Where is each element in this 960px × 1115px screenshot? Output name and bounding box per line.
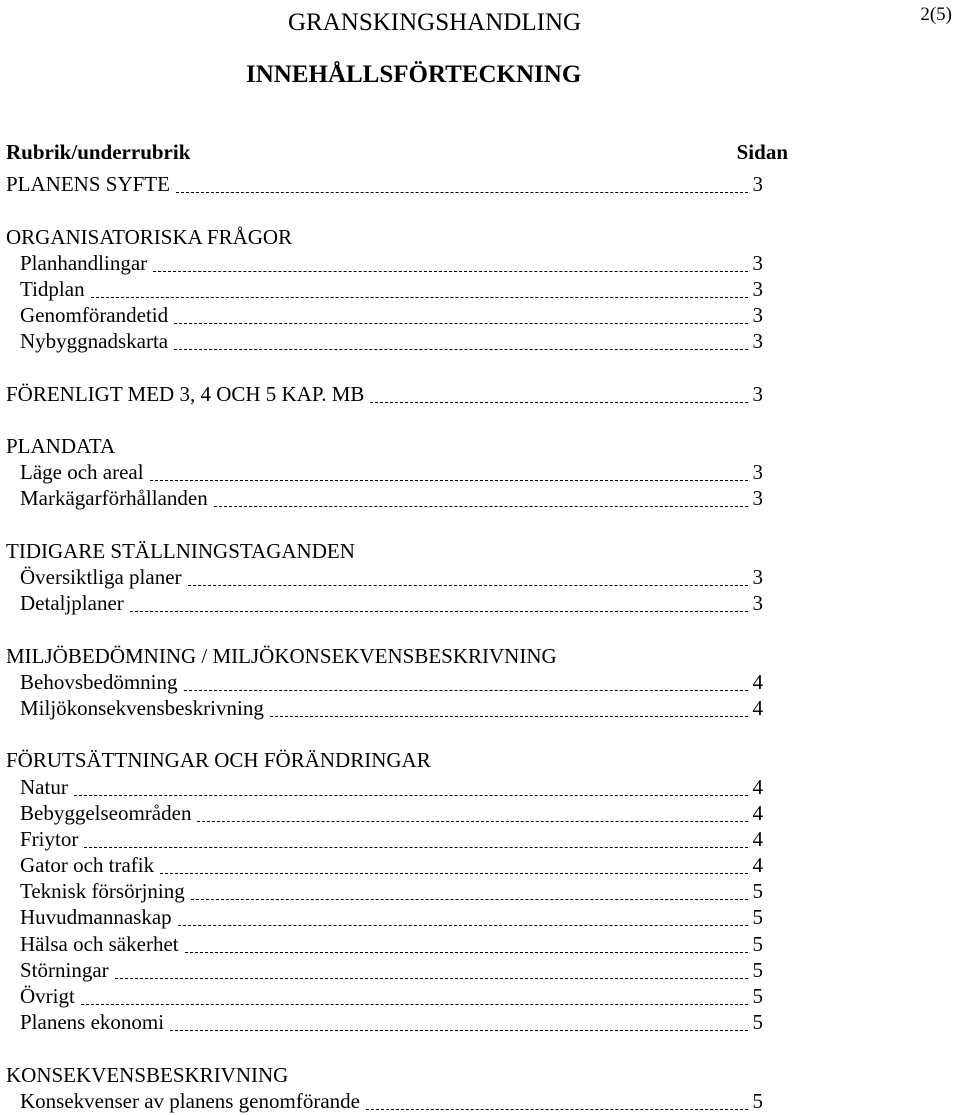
toc-entry-label: Friytor: [20, 826, 79, 851]
toc-entry[interactable]: [6, 483, 763, 509]
page-number: 2(5): [920, 4, 952, 25]
toc-entry[interactable]: [6, 798, 763, 824]
toc-entry-page: 3: [752, 250, 763, 275]
toc-list: [6, 169, 763, 1112]
toc-gap: [6, 195, 763, 221]
toc-gap: [6, 405, 763, 431]
toc-entry[interactable]: [6, 981, 763, 1007]
toc-entry-label: Störningar: [20, 957, 109, 982]
toc-entry[interactable]: [6, 667, 763, 693]
toc-entry-page: 4: [752, 695, 763, 720]
toc-entry-page: 5: [752, 905, 763, 930]
toc-entry-page: 4: [752, 800, 763, 825]
toc-leader-line: [115, 978, 748, 979]
toc-leader-line: [153, 271, 748, 272]
toc-entry[interactable]: [6, 300, 763, 326]
toc-leader-line: [174, 323, 748, 324]
toc-entry-page: 3: [752, 303, 763, 328]
toc-entry-page: 5: [752, 984, 763, 1008]
toc-entry-label: Läge och areal: [20, 460, 144, 485]
toc-entry-label: Teknisk försörjning: [20, 879, 185, 904]
toc-entry-label: TIDIGARE STÄLLNINGSTAGANDEN: [6, 538, 355, 563]
document-status-label: GRANSKINGSHANDLING: [288, 9, 582, 36]
toc-entry-page: 3: [752, 591, 763, 616]
toc-leader-line: [150, 480, 748, 481]
toc-entry-label: Detaljplaner: [20, 591, 124, 616]
toc-leader-line: [191, 899, 748, 900]
toc-title: INNEHÅLLSFÖRTECKNING: [246, 61, 582, 88]
toc-section-heading[interactable]: [6, 221, 763, 247]
toc-leader-line: [176, 192, 748, 193]
toc-entry-label: Miljökonsekvensbeskrivning: [20, 695, 264, 720]
toc-entry-label: Översiktliga planer: [20, 565, 182, 589]
toc-entry-page: 3: [752, 565, 763, 589]
toc-leader-line: [366, 1109, 748, 1110]
toc-entry[interactable]: [6, 693, 763, 719]
toc-entry-page: 3: [752, 381, 763, 406]
toc-entry-page: 3: [752, 460, 763, 485]
toc-gap: [6, 509, 763, 535]
toc-entry-page: 3: [752, 276, 763, 301]
toc-entry-label: Behovsbedömning: [20, 669, 178, 694]
toc-entry-label: Natur: [20, 774, 68, 799]
toc-leader-line: [74, 795, 748, 796]
toc-entry-page: 5: [752, 1088, 763, 1113]
toc-leader-line: [91, 297, 748, 298]
toc-entry[interactable]: [6, 326, 763, 352]
toc-gap: [6, 719, 763, 745]
toc-entry[interactable]: [6, 169, 763, 195]
toc-entry-label: MILJÖBEDÖMNING / MILJÖKONSEKVENSBESKRIVNING: [6, 643, 557, 668]
toc-entry[interactable]: [6, 928, 763, 954]
toc-entry-label: Hälsa och säkerhet: [20, 931, 179, 956]
toc-entry-page: 3: [752, 486, 763, 511]
toc-entry[interactable]: [6, 876, 763, 902]
toc-entry[interactable]: [6, 1086, 763, 1112]
toc-entry-label: FÖRUTSÄTTNINGAR OCH FÖRÄNDRINGAR: [6, 748, 431, 773]
toc-entry[interactable]: [6, 955, 763, 981]
toc-entry-label: Markägarförhållanden: [20, 486, 208, 511]
toc-leader-line: [130, 611, 748, 612]
toc-section-heading[interactable]: [6, 640, 763, 666]
toc-entry-page: 5: [752, 879, 763, 904]
toc-entry-page: 5: [752, 957, 763, 982]
toc-entry-label: Övrigt: [20, 984, 75, 1008]
toc-entry[interactable]: [6, 379, 763, 405]
toc-leader-line: [370, 402, 748, 403]
toc-leader-line: [178, 925, 748, 926]
toc-entry[interactable]: [6, 902, 763, 928]
toc-entry[interactable]: [6, 588, 763, 614]
toc-leader-line: [214, 506, 748, 507]
toc-leader-line: [197, 821, 748, 822]
toc-entry-label: Gator och trafik: [20, 853, 155, 878]
toc-entry[interactable]: [6, 771, 763, 797]
toc-section-heading[interactable]: [6, 1059, 763, 1085]
toc-entry-page: 3: [752, 329, 763, 354]
toc-leader-line: [170, 1030, 748, 1031]
toc-entry-page: 3: [752, 172, 763, 197]
toc-entry-page: 5: [752, 1010, 763, 1035]
toc-leader-line: [160, 873, 748, 874]
toc-entry[interactable]: [6, 248, 763, 274]
toc-section-heading[interactable]: [6, 431, 763, 457]
toc-gap: [6, 1033, 763, 1059]
toc-entry-label: Planhandlingar: [20, 250, 148, 275]
toc-header: [6, 140, 788, 165]
toc-header-page: Sidan: [736, 140, 788, 164]
toc-section-heading[interactable]: [6, 745, 763, 771]
toc-leader-line: [174, 349, 748, 350]
toc-leader-line: [184, 690, 749, 691]
toc-entry[interactable]: [6, 457, 763, 483]
toc-section-heading[interactable]: [6, 536, 763, 562]
toc-entry[interactable]: [6, 850, 763, 876]
toc-gap: [6, 614, 763, 640]
toc-leader-line: [81, 1004, 748, 1005]
toc-entry-label: FÖRENLIGT MED 3, 4 OCH 5 KAP. MB: [6, 381, 365, 406]
toc-leader-line: [185, 952, 748, 953]
toc-entry[interactable]: [6, 562, 763, 588]
toc-leader-line: [84, 847, 748, 848]
toc-entry-label: Genomförandetid: [20, 303, 169, 328]
toc-leader-line: [188, 585, 748, 586]
toc-entry[interactable]: [6, 824, 763, 850]
toc-entry-label: KONSEKVENSBESKRIVNING: [6, 1062, 289, 1087]
toc-entry-label: PLANDATA: [6, 434, 116, 459]
toc-entry-label: Tidplan: [20, 276, 85, 301]
toc-entry-label: PLANENS SYFTE: [6, 172, 170, 197]
toc-entry-page: 4: [752, 774, 763, 799]
toc-entry-label: Nybyggnadskarta: [20, 329, 169, 354]
toc-entry-page: 5: [752, 931, 763, 956]
toc-entry-page: 4: [752, 669, 763, 694]
toc-entry-label: Huvudmannaskap: [20, 905, 172, 930]
toc-entry-label: Planens ekonomi: [20, 1010, 165, 1035]
toc-entry-label: Bebyggelseområden: [20, 800, 192, 825]
toc-header-heading: Rubrik/underrubrik: [6, 140, 191, 164]
toc-entry-label: Konsekvenser av planens genomförande: [20, 1088, 360, 1113]
toc-entry-label: ORGANISATORISKA FRÅGOR: [6, 224, 293, 249]
toc-leader-line: [270, 716, 748, 717]
toc-gap: [6, 352, 763, 378]
toc-entry-page: 4: [752, 826, 763, 851]
toc-entry[interactable]: [6, 1007, 763, 1033]
toc-entry-page: 4: [752, 853, 763, 878]
toc-entry[interactable]: [6, 274, 763, 300]
